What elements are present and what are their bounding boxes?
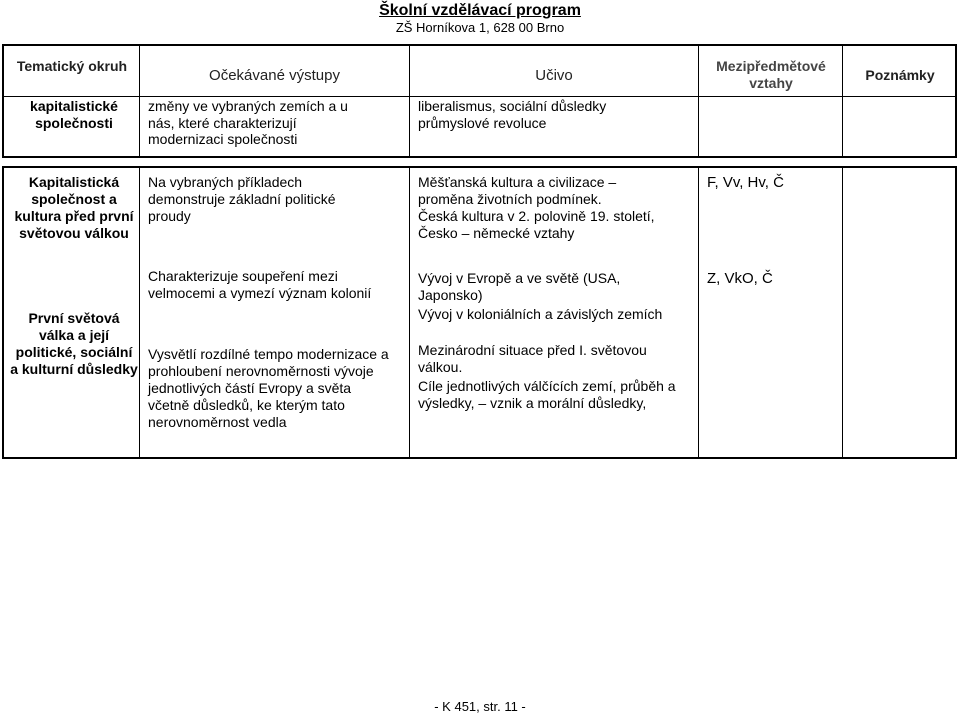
document-subtitle: ZŠ Horníkova 1, 628 00 Brno bbox=[395, 20, 565, 35]
column-header-content: Učivo bbox=[535, 67, 573, 84]
relations-ww1: Z, VkO, Č bbox=[707, 270, 773, 287]
content-development-world: Vývoj v Evropě a ve světě (USA, Japonsko) bbox=[418, 270, 621, 303]
outcome-modernization: Vysvětlí rozdílné tempo modernizace a prohloubení nerovnoměrnosti vývoje jednotlivých částí Evropy a světa včetně důsledků, ke kterým tato nerovnoměrnost vedla bbox=[148, 346, 389, 430]
content-cell: liberalismus, sociální důsledky průmyslové revoluce bbox=[418, 98, 607, 131]
column-header-relations: Mezipředmětové vztahy bbox=[716, 58, 826, 91]
column-header-notes: Poznámky bbox=[865, 67, 935, 83]
topic-prewar: Kapitalistická společnost a kultura před první světovou válkou bbox=[14, 174, 134, 241]
column-header-outcomes: Očekávané výstupy bbox=[209, 67, 340, 84]
content-international: Mezinárodní situace před I. světovou válkou. bbox=[418, 342, 647, 375]
content-war-goals: Cíle jednotlivých válčících zemí, průběh a výsledky, – vznik a morální důsledky, bbox=[418, 378, 676, 411]
relations-prewar: F, Vv, Hv, Č bbox=[707, 174, 784, 191]
outcomes-cell: změny ve vybraných zemích a u nás, které charakterizují modernizaci společnosti bbox=[148, 98, 348, 147]
topic-cell: kapitalistické společnosti bbox=[30, 98, 118, 131]
outcome-rivalry-colonies: Charakterizuje soupeření mezi velmocemi a vymezí význam kolonií bbox=[148, 268, 372, 301]
column-header-topic: Tematický okruh bbox=[16, 58, 128, 74]
outcome-political-currents: Na vybraných příkladech demonstruje základní politické proudy bbox=[148, 174, 336, 224]
content-burgher-culture: Měšťanská kultura a civilizace – proměna životních podmínek. bbox=[418, 174, 617, 207]
topic-ww1: První světová válka a její politické, sociální a kulturní důsledky bbox=[10, 310, 138, 377]
curriculum-table-header bbox=[2, 44, 957, 158]
curriculum-table-body bbox=[2, 166, 957, 459]
content-colonial: Vývoj v koloniálních a závislých zemích bbox=[418, 306, 663, 322]
content-czech-culture: Česká kultura v 2. polovině 19. století, Česko – německé vztahy bbox=[418, 208, 655, 241]
document-title: Školní vzdělávací program bbox=[379, 2, 581, 19]
page-footer: - K 451, str. 11 - bbox=[434, 699, 526, 714]
